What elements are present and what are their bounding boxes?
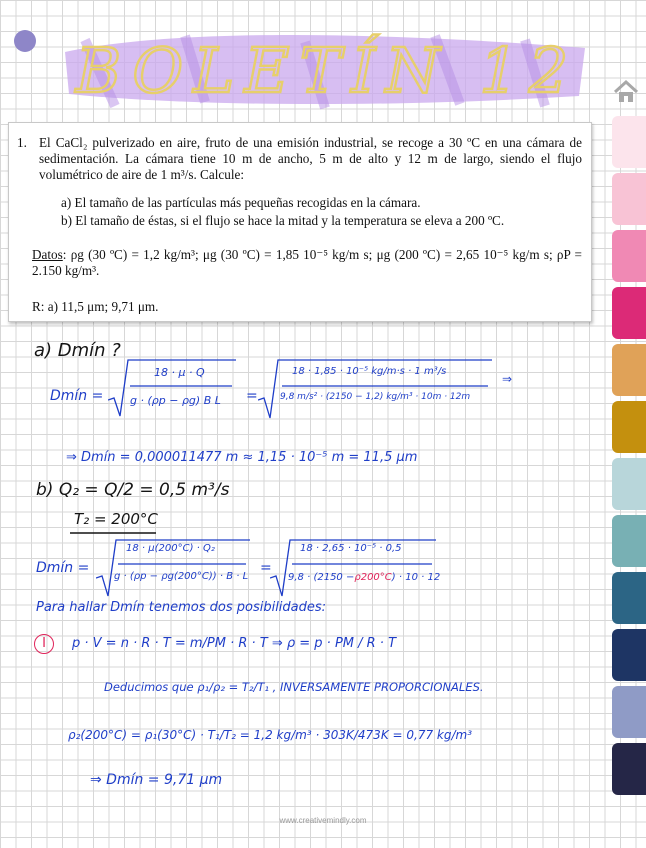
formula-a-denominator: g · (ρp − ρg) B L xyxy=(130,394,221,407)
datos-values: : ρg (30 ºC) = 1,2 kg/m³; μg (30 ºC) = 1,85 10⁻⁵ kg/m s; μg (200 ºC) = 2,65 10⁻⁵ kg/m s; ρP = 2.150 kg/m³. xyxy=(32,247,582,278)
rho-200-red: ρ200°C xyxy=(354,572,392,583)
deducimos-text: Deducimos que ρ₁/ρ₂ = T₂/T₁ , INVERSAMENTE PROPORCIONALES. xyxy=(104,680,484,694)
side-tabs xyxy=(612,116,646,800)
problem-text: El CaCl₂ pulverizado en aire, fruto de una emisión industrial, se recoge a 30 ºC en una cámara de sedimentación. La cámara tiene 10 m de ancho, 5 m de alto y 12 m de largo, siendo el flujo volumétrico de aire de 1 m³/s. Calcule: xyxy=(39,135,582,182)
color-tab[interactable] xyxy=(612,629,646,681)
color-tab[interactable] xyxy=(612,173,646,225)
substitution-b-den-post: ) · 10 · 12 xyxy=(391,572,441,583)
temp-underline xyxy=(70,530,160,536)
implies-arrow: ⇒ xyxy=(502,372,513,386)
solution-b-label: b) Q₂ = Q/2 = 0,5 m³/s xyxy=(36,480,230,500)
color-tab[interactable] xyxy=(612,686,646,738)
color-tab[interactable] xyxy=(612,572,646,624)
rho-200-calculation: ρ₂(200°C) = ρ₁(30°C) · T₁/T₂ = 1,2 kg/m³ · 303K/473K = 0,77 kg/m³ xyxy=(68,728,473,742)
substitution-a-denominator: 9,8 m/s² · (2150 − 1,2) kg/m³ · 10m · 12m xyxy=(280,392,471,402)
page-title xyxy=(55,22,595,114)
color-tab[interactable] xyxy=(612,287,646,339)
color-tab[interactable] xyxy=(612,515,646,567)
substitution-a-numerator: 18 · 1,85 · 10⁻⁵ kg/m·s · 1 m³/s xyxy=(292,366,447,377)
color-tab[interactable] xyxy=(612,401,646,453)
option-one-marker: I xyxy=(34,634,54,654)
problem-part-a: a) El tamaño de las partículas más pequeñas recogidas en la cámara. xyxy=(61,195,421,210)
equals-sign: = xyxy=(246,388,258,404)
color-tab[interactable] xyxy=(612,230,646,282)
problem-part-b: b) El tamaño de éstas, si el flujo se hace la mitad y la temperatura se eleva a 200 ºC. xyxy=(61,213,505,228)
solution-b-temp: T₂ = 200°C xyxy=(74,510,158,528)
color-tab[interactable] xyxy=(612,743,646,795)
problem-answer: R: a) 11,5 μm; 9,71 μm. xyxy=(32,299,159,314)
formula-a-numerator: 18 · μ · Q xyxy=(154,366,205,379)
color-tab[interactable] xyxy=(612,458,646,510)
substitution-b-numerator: 18 · 2,65 · 10⁻⁵ · 0,5 xyxy=(300,543,402,554)
title-bullet-dot xyxy=(14,30,36,52)
color-tab[interactable] xyxy=(612,116,646,168)
title-graphic xyxy=(55,22,595,114)
title-text: BOLETÍN 12 xyxy=(75,34,579,107)
footer-url: www.creativemindly.com xyxy=(279,816,367,825)
solution-a-label: a) Dmín ? xyxy=(34,340,121,361)
formula-a-lhs: Dmín = xyxy=(50,388,104,404)
substitution-b-denominator xyxy=(288,572,440,583)
ideal-gas-law: p · V = n · R · T = m/PM · R · T ⇒ ρ = p · PM / R · T xyxy=(72,636,397,651)
formula-b-denominator: g · (ρp − ρg(200°C)) · B · L xyxy=(114,571,249,582)
problem-statement-card xyxy=(8,122,592,322)
formula-b-lhs: Dmín = xyxy=(36,560,90,576)
formula-b-numerator: 18 · μ(200°C) · Q₂ xyxy=(126,543,215,554)
result-a: ⇒ Dmín = 0,000011477 m ≈ 1,15 · 10⁻⁵ m = 11,5 μm xyxy=(66,450,418,465)
home-icon[interactable] xyxy=(612,78,640,106)
para-hallar-text: Para hallar Dmín tenemos dos posibilidades: xyxy=(36,600,327,615)
substitution-b-den-pre: 9,8 · (2150 − xyxy=(288,572,355,583)
problem-data xyxy=(32,247,582,279)
color-tab[interactable] xyxy=(612,344,646,396)
problem-number: 1. xyxy=(17,135,27,150)
equals-sign: = xyxy=(260,560,272,576)
result-b: ⇒ Dmín = 9,71 μm xyxy=(90,772,223,788)
datos-label: Datos xyxy=(32,247,63,262)
